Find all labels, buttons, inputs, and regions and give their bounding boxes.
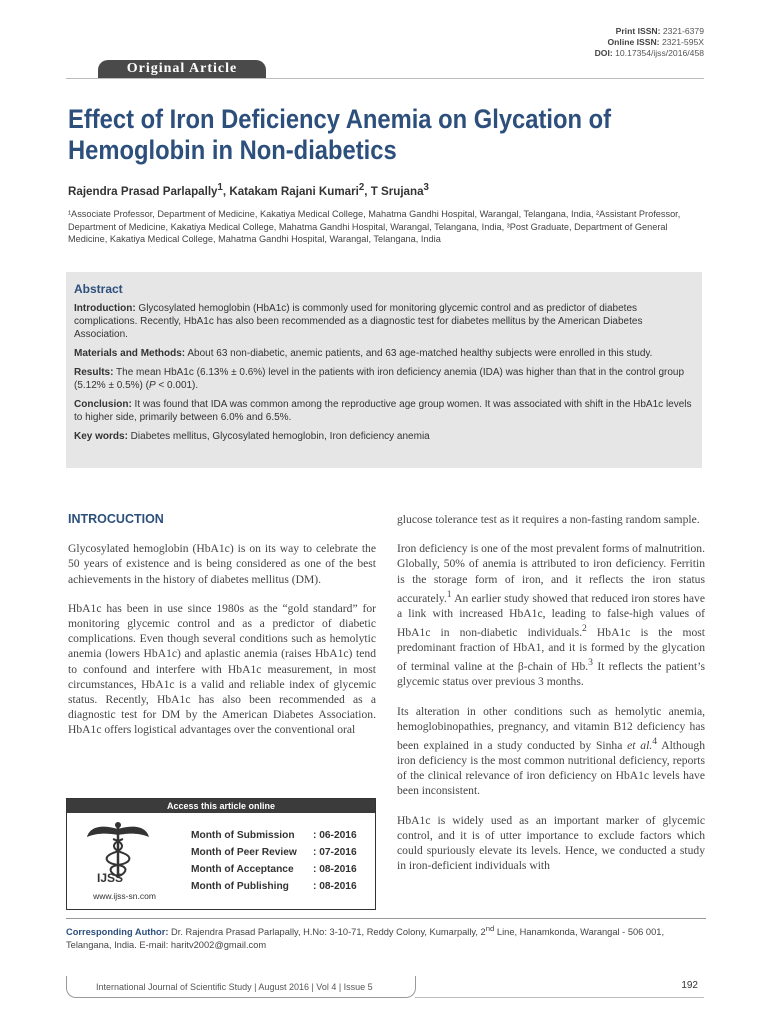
footer-rule	[415, 997, 704, 998]
results-p: P	[148, 380, 156, 391]
right-paragraph-4: HbA1c is widely used as an important marker of glycemic control, and it is of utter importance to exclude factors which could spuriously elevate its levels. Hence, we conducted a study in iron-deficient individuals with	[397, 813, 705, 873]
article-title	[68, 104, 631, 166]
access-heading: Access this article online	[67, 799, 375, 813]
online-issn-label: Online ISSN:	[607, 37, 660, 47]
date-label: Month of Publishing	[191, 881, 289, 892]
date-label: Month of Peer Review	[191, 847, 297, 858]
corresponding-sup: nd	[485, 924, 495, 933]
methods-label: Materials and Methods:	[74, 348, 186, 359]
abstract-results	[74, 366, 695, 392]
doi-label: DOI:	[594, 48, 613, 58]
ref-4: 4	[652, 736, 658, 748]
access-article-box	[66, 798, 376, 910]
p3-part-b: Although iron deficiency is the most common nutritional deficiency, reports of the clinical relevance of iron deficiency on HbA1c levels have been inconsistent.	[397, 738, 706, 798]
date-value: : 08-2016	[313, 881, 357, 892]
left-paragraph-2: HbA1c has been in use since 1980s as the “gold standard” for monitoring glycemic control and as a predictor of diabetic complications. Even though several conditions such as hemolytic anemia (lowers HbA1c) and aplastic anemia (raises HbA1c) tend to confound and interfere with HbA1c measurement, in most circumstances, HbA1c is a valid and reliable index of glycemic status. Recently, HbA1c has also been recommended as a diagnostic test for DM by the American Diabetes Association. HbA1c offers logistical advantages over the conventional oral	[68, 601, 376, 737]
corresponding-text-a: Dr. Rajendra Prasad Parlapally, H.No: 3-10-71, Reddy Colony, Kumarpally, 2	[168, 927, 486, 938]
authors: Rajendra Prasad Parlapally$^1$, Katakam Rajani Kumari$^2$, T Srujana$^3$	[68, 182, 429, 198]
date-row	[191, 861, 357, 878]
ref-1: 1	[446, 588, 452, 600]
online-issn: 2321-595X	[661, 37, 704, 47]
introduction-heading: INTROCUCTION	[68, 512, 164, 526]
date-value: : 08-2016	[313, 864, 357, 875]
print-issn: 2321-6379	[662, 26, 704, 36]
print-issn-label: Print ISSN:	[615, 26, 661, 36]
date-row	[191, 827, 357, 844]
journal-citation: International Journal of Scientific Study | August 2016 | Vol 4 | Issue 5	[96, 982, 373, 992]
author-1: Rajendra Prasad Parlapally	[68, 184, 218, 198]
abstract-heading: Abstract	[74, 282, 123, 296]
date-value: : 07-2016	[313, 847, 357, 858]
et-al: et al.	[627, 738, 653, 752]
page-number: 192	[681, 980, 698, 991]
title-line-1: Effect of Iron Deficiency Anemia on Glycation of	[68, 104, 612, 134]
ref-3: 3	[588, 657, 593, 669]
ref-2: 2	[582, 623, 587, 635]
corresponding-text-b: Line, Hanamkonda, Warangal - 506 001, Telangana, India. E-mail: haritv2002@gmail.com	[66, 927, 665, 950]
publication-dates	[191, 827, 357, 895]
right-paragraph-3	[397, 704, 705, 799]
title-line-2: Hemoglobin in Non-diabetics	[68, 135, 397, 165]
conclusion-label: Conclusion:	[74, 399, 132, 410]
p2-part-a: Iron deficiency is one of the most prevalent forms of malnutrition. Globally, 50% of anemia is attributed to iron deficiency. Ferritin is the storage form of iron, and it reflects the iron status accurately.	[397, 542, 705, 605]
right-column	[397, 512, 705, 888]
right-paragraph-2	[397, 541, 705, 689]
methods-text: About 63 non-diabetic, anemic patients, and 63 age-matched healthy subjects were enrolled in this study.	[185, 348, 653, 359]
date-value: : 06-2016	[313, 830, 357, 841]
corresponding-label: Corresponding Author:	[66, 927, 169, 938]
abstract-introduction	[74, 302, 695, 341]
author-1-affil: 1	[217, 182, 223, 193]
abstract-box	[66, 272, 702, 468]
abstract-conclusion	[74, 398, 695, 424]
left-paragraph-1: Glycosylated hemoglobin (HbA1c) is on its way to celebrate the 50 years of existence and is being considered as one of the best achievements in the history of diabetes mellitus (DM).	[68, 542, 376, 586]
abstract-methods	[74, 347, 695, 360]
p2-part-d: It reflects the patient’s glycemic status over previous 3 months.	[397, 660, 706, 689]
logo-lettering: IJSS	[97, 871, 124, 885]
issn-block	[595, 26, 704, 59]
results-end: < 0.001).	[155, 380, 199, 391]
author-3-affil: 3	[423, 182, 429, 193]
results-text: The mean HbA1c (6.13% ± 0.6%) level in the patients with iron deficiency anemia (IDA) was higher than that in the control group (5.12% ± 0.5%) (	[74, 367, 685, 391]
doi: 10.17354/ijss/2016/458	[615, 48, 704, 58]
corresponding-author	[66, 918, 706, 951]
author-2: Katakam Rajani Kumari	[229, 184, 359, 198]
keywords-text: Diabetes mellitus, Glycosylated hemoglobin, Iron deficiency anemia	[127, 431, 430, 442]
date-row	[191, 844, 357, 861]
conclusion-text: It was found that IDA was common among the reproductive age group women. It was associated with shift in the HbA1c levels to higher side, primarily between 6.0% and 6.5%.	[74, 399, 692, 423]
left-column	[68, 512, 376, 752]
section-tab: Original Article	[98, 60, 266, 78]
author-3: T Srujana	[370, 184, 424, 198]
header-rule	[66, 78, 704, 79]
p2-part-b: An earlier study showed that reduced iron stores have a link with increased HbA1c, leading to false-high values of HbA1c in non-diabetic individuals.	[397, 591, 705, 639]
p3-part-a: Its alteration in other conditions such as hemolytic anemia, hemoglobinopathies, pregnancy, and vitamin B12 deficiency has been explained in a study conducted by Sinha	[397, 704, 705, 752]
p2-part-c: HbA1c is the most predominant fraction of HbA1, and it is formed by the glycation of terminal valine at the β-chain of Hb.	[397, 625, 705, 674]
date-label: Month of Submission	[191, 830, 295, 841]
intro-text: Glycosylated hemoglobin (HbA1c) is commonly used for monitoring glycemic control and as predictor of diabetes complications. Recently, HbA1c has also been recommended as a diagnostic test for diabetes mellitus by the American Diabetes Association.	[74, 303, 643, 340]
date-row	[191, 878, 357, 895]
date-label: Month of Acceptance	[191, 864, 294, 875]
keywords-label: Key words:	[74, 431, 128, 442]
intro-label: Introduction:	[74, 303, 136, 314]
results-label: Results:	[74, 367, 114, 378]
affiliations: ¹Associate Professor, Department of Medicine, Kakatiya Medical College, Mahatma Gandhi Hospital, Warangal, Telangana, India, ²Assistant Professor, Department of Medicine, Kakatiya Medical College, Mahatma Gandhi Hospital, Warangal, Telangana, India, ³Post Graduate, Department of General Medicine, Kakatiya Medical College, Mahatma Gandhi Hospital, Warangal, Telangana, India	[68, 209, 681, 244]
abstract-keywords	[74, 430, 695, 443]
author-2-affil: 2	[358, 182, 365, 193]
right-paragraph-1: glucose tolerance test as it requires a non-fasting random sample.	[397, 513, 700, 526]
journal-website: www.ijss-sn.com	[93, 891, 156, 901]
